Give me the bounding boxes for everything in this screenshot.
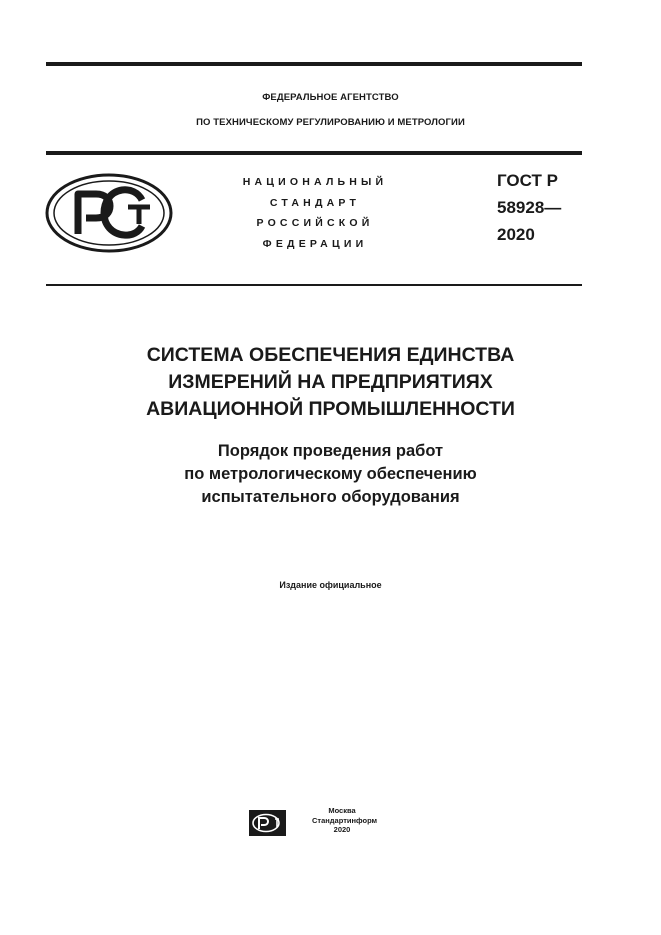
divider-rule	[46, 284, 582, 286]
title-line-3: АВИАЦИОННОЙ ПРОМЫШЛЕННОСТИ	[146, 398, 515, 420]
standard-designation	[497, 167, 561, 248]
standartinform-logo-icon	[248, 808, 288, 838]
rst-logo-icon	[44, 172, 174, 254]
national-standard-label	[210, 172, 420, 254]
publisher-city: Москва	[328, 806, 356, 815]
publisher-name: Стандартинформ	[312, 815, 378, 825]
subtitle-line-1: Порядок проведения работ	[217, 442, 444, 460]
national-standard-line-1: НАЦИОНАЛЬНЫЙ	[242, 176, 388, 188]
top-rule	[46, 62, 582, 66]
publisher-year: 2020	[333, 825, 351, 834]
national-standard-line-3: РОССИЙСКОЙ	[256, 217, 374, 229]
designation-line-3: 2020	[497, 225, 535, 244]
header-rule	[46, 151, 582, 155]
document-title	[0, 342, 661, 423]
designation-line-2: 58928—	[497, 198, 562, 217]
designation-line-1: ГОСТ Р	[497, 171, 558, 190]
document-subtitle	[0, 440, 661, 509]
title-line-2: ИЗМЕРЕНИЙ НА ПРЕДПРИЯТИЯХ	[168, 371, 493, 393]
title-line-1: СИСТЕМА ОБЕСПЕЧЕНИЯ ЕДИНСТВА	[146, 344, 515, 366]
subtitle-line-3: испытательного оборудования	[201, 488, 460, 506]
edition-label: Издание официальное	[279, 580, 382, 590]
subtitle-line-2: по метрологическому обеспечению	[184, 465, 477, 483]
agency-line-1: ФЕДЕРАЛЬНОЕ АГЕНТСТВО	[262, 92, 399, 103]
national-standard-line-2: СТАНДАРТ	[269, 196, 361, 209]
publisher-block	[312, 806, 378, 835]
national-standard-line-4: ФЕДЕРАЦИИ	[262, 237, 368, 250]
agency-line-2: ПО ТЕХНИЧЕСКОМУ РЕГУЛИРОВАНИЮ И МЕТРОЛОГИИ	[196, 117, 465, 128]
